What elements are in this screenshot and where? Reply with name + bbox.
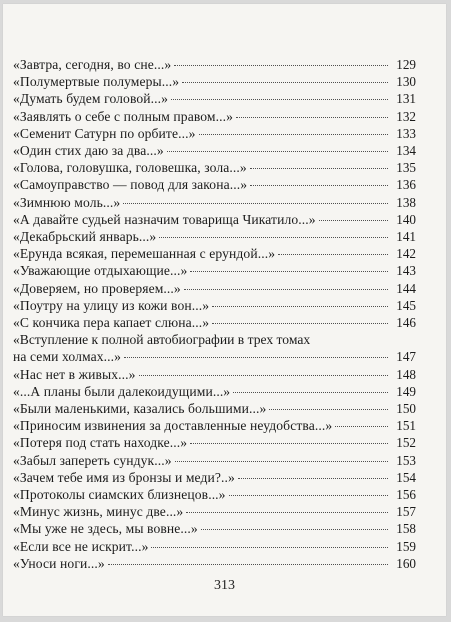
toc-entry-page-number: 146 bbox=[396, 315, 416, 330]
toc-entry-title: «Семенит Сатурн по орбите...» bbox=[13, 125, 196, 141]
toc-entry bbox=[13, 125, 416, 142]
dot-leader bbox=[199, 134, 389, 135]
toc-entry bbox=[13, 280, 416, 297]
toc-entry bbox=[13, 262, 416, 279]
toc-entry-page-number: 157 bbox=[396, 504, 416, 520]
toc-entry-page-number: 144 bbox=[396, 280, 416, 296]
dot-leader bbox=[229, 495, 388, 496]
toc-entry bbox=[13, 383, 416, 400]
toc-entry bbox=[13, 400, 416, 417]
toc-entry-page-number: 136 bbox=[396, 177, 416, 193]
toc-entry-page-number: 159 bbox=[396, 538, 416, 554]
toc-entry bbox=[13, 56, 416, 73]
toc-entry bbox=[13, 366, 416, 383]
dot-leader bbox=[238, 478, 388, 479]
toc-entry bbox=[13, 331, 416, 365]
book-page bbox=[3, 4, 446, 616]
toc-entry-page-number: 158 bbox=[396, 521, 416, 537]
toc-entry-title: «Доверяем, но проверяем...» bbox=[13, 280, 181, 296]
dot-leader bbox=[250, 185, 388, 186]
dot-leader bbox=[335, 426, 388, 427]
toc-entry-title: «Ерунда всякая, перемешанная с ерундой...» bbox=[13, 246, 276, 262]
toc-entry-title: «Один стих даю за два...» bbox=[13, 143, 164, 158]
toc-entry-page-number: 142 bbox=[396, 246, 416, 262]
toc-entry-page-number: 132 bbox=[396, 108, 416, 124]
toc-entry-page-number: 152 bbox=[396, 435, 416, 451]
toc-entry bbox=[13, 108, 416, 125]
toc-entry-title: «Если все не искрит...» bbox=[13, 538, 149, 554]
dot-leader bbox=[151, 547, 388, 548]
dot-leader bbox=[278, 254, 388, 255]
toc-entry-page-number: 133 bbox=[396, 125, 416, 141]
toc-entry-title: «Голова, головушка, головешка, зола...» bbox=[13, 160, 247, 176]
toc-entry bbox=[13, 520, 416, 537]
dot-leader bbox=[184, 289, 388, 290]
toc-entry-page-number: 145 bbox=[396, 297, 416, 313]
toc-entry-title: «Приносим извинения за доставленные неудобства...» bbox=[13, 418, 333, 434]
toc-entry-page-number: 129 bbox=[396, 57, 416, 72]
toc-entry-title: «Вступление к полной автобиографии в трех томах bbox=[13, 332, 311, 348]
toc-entry-page-number: 149 bbox=[396, 383, 416, 399]
toc-entry-page-number: 156 bbox=[396, 487, 416, 502]
toc-entry-page-number: 153 bbox=[396, 452, 416, 468]
toc-entry bbox=[13, 142, 416, 159]
toc-entry bbox=[13, 469, 416, 486]
toc-entry bbox=[13, 245, 416, 262]
toc-entry bbox=[13, 228, 416, 245]
toc-entry-page-number: 141 bbox=[396, 229, 416, 244]
toc-entry bbox=[13, 434, 416, 451]
toc-entry-page-number: 154 bbox=[396, 469, 416, 485]
toc-entry-page-number: 143 bbox=[396, 263, 416, 279]
toc-entry-title-continuation: на семи холмах...» bbox=[13, 349, 122, 365]
toc-entry-page-number: 150 bbox=[396, 401, 416, 416]
toc-entry-page-number: 151 bbox=[396, 418, 416, 434]
dot-leader bbox=[182, 82, 388, 83]
toc-entry bbox=[13, 211, 416, 228]
dot-leader bbox=[159, 237, 388, 238]
toc-entry-title: «...А планы были далекоидущими...» bbox=[13, 383, 231, 399]
toc-entry bbox=[13, 297, 416, 314]
toc-entry-title: «Зимнюю моль...» bbox=[13, 194, 121, 210]
toc-entry-title: «Завтра, сегодня, во сне...» bbox=[13, 57, 172, 72]
dot-leader bbox=[123, 203, 388, 204]
toc-entry bbox=[13, 452, 416, 469]
dot-leader bbox=[269, 409, 388, 410]
toc-entry bbox=[13, 176, 416, 193]
toc-entry-title: «А давайте судьей назначим товарища Чикатило...» bbox=[13, 211, 316, 227]
toc-entry-page-number: 131 bbox=[396, 91, 416, 107]
footer-page-number: 313 bbox=[214, 578, 235, 593]
dot-leader bbox=[186, 512, 388, 513]
dot-leader bbox=[174, 65, 388, 66]
toc-entry bbox=[13, 90, 416, 107]
toc-entry-title: «Мы уже не здесь, мы вовне...» bbox=[13, 521, 198, 537]
toc-entry bbox=[13, 417, 416, 434]
toc-entry-title: «Уноси ноги...» bbox=[13, 555, 105, 571]
dot-leader bbox=[201, 529, 388, 530]
toc-entry-title: «Протоколы сиамских близнецов...» bbox=[13, 487, 226, 502]
toc-entry-title: «Нас нет в живых...» bbox=[13, 366, 136, 382]
dot-leader bbox=[236, 117, 388, 118]
toc-entry bbox=[13, 159, 416, 176]
dot-leader bbox=[190, 271, 388, 272]
toc-entry-page-number: 147 bbox=[396, 349, 416, 365]
toc-entry-page-number: 134 bbox=[396, 143, 416, 158]
toc-entry-page-number: 140 bbox=[396, 211, 416, 227]
toc-entry-title: «Потеря под стать находке...» bbox=[13, 435, 188, 451]
dot-leader bbox=[167, 151, 388, 152]
toc-entry-title: «Заявлять о себе с полным правом...» bbox=[13, 108, 233, 124]
dot-leader bbox=[175, 461, 388, 462]
dot-leader bbox=[233, 392, 388, 393]
toc-entry-title: «Самоуправство — повод для закона...» bbox=[13, 177, 248, 193]
toc-entry bbox=[13, 486, 416, 503]
toc-entry-page-number: 138 bbox=[396, 194, 416, 210]
toc-entry-title: «Думать будем головой...» bbox=[13, 91, 169, 107]
toc-entry-page-number: 148 bbox=[396, 366, 416, 382]
toc-entry-page-number: 160 bbox=[396, 555, 416, 571]
dot-leader bbox=[212, 306, 388, 307]
toc-entry bbox=[13, 194, 416, 211]
toc-entry-title: «Были маленькими, казались большими...» bbox=[13, 401, 267, 416]
dot-leader bbox=[319, 220, 388, 221]
toc-entry-title: «С кончика пера капает слюна...» bbox=[13, 315, 210, 330]
dot-leader bbox=[139, 375, 388, 376]
toc-entry bbox=[13, 73, 416, 90]
dot-leader bbox=[124, 357, 388, 358]
toc-entry bbox=[13, 503, 416, 520]
toc-entry bbox=[13, 555, 416, 572]
dot-leader bbox=[190, 443, 388, 444]
toc-entry-title: «Поутру на улицу из кожи вон...» bbox=[13, 297, 210, 313]
dot-leader bbox=[171, 99, 388, 100]
toc-entry-title: «Полумертвые полумеры...» bbox=[13, 74, 180, 90]
dot-leader bbox=[108, 564, 388, 565]
toc-entry bbox=[13, 314, 416, 331]
dot-leader bbox=[250, 168, 388, 169]
toc-entry-page-number: 135 bbox=[396, 160, 416, 176]
toc-entry bbox=[13, 538, 416, 555]
toc-entry-title: «Декабрьский январь...» bbox=[13, 229, 157, 244]
toc-entry-title: «Забыл запереть сундук...» bbox=[13, 452, 172, 468]
toc-entry-title: «Уважающие отдыхающие...» bbox=[13, 263, 188, 279]
toc-entry-page-number: 130 bbox=[396, 74, 416, 90]
toc-entry-title: «Минус жизнь, минус две...» bbox=[13, 504, 184, 520]
toc-entry-title: «Зачем тебе имя из бронзы и меди?..» bbox=[13, 469, 235, 485]
dot-leader bbox=[212, 323, 388, 324]
